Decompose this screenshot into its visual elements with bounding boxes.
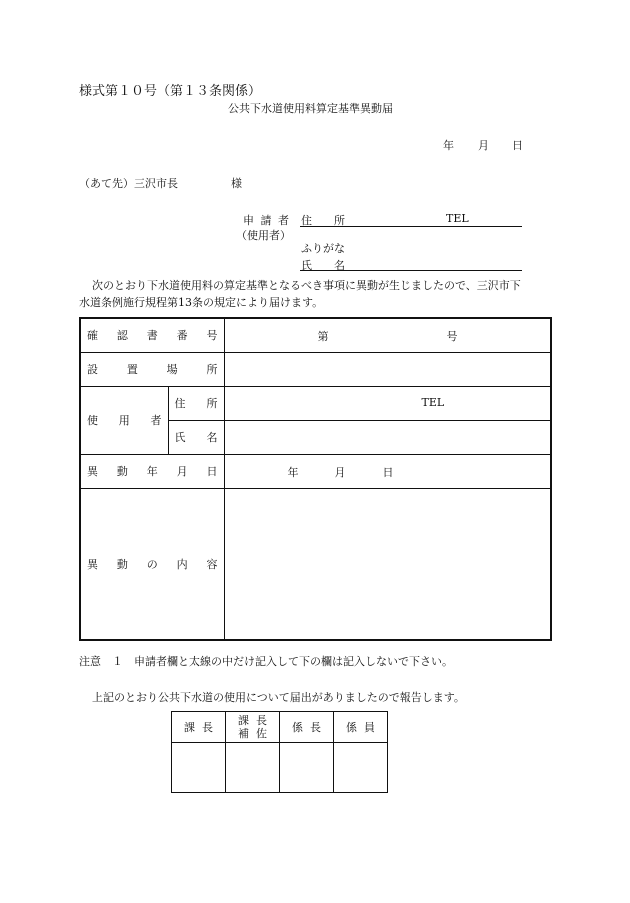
cert-number-dai: 第 (317, 330, 329, 344)
user-tel-label: TEL (421, 396, 445, 409)
cert-number-go: 号 (446, 330, 458, 344)
stamp-kacho-hosa-label: 課 長 補 佐 (226, 712, 280, 743)
stamp-kakaricho-label: 係 長 (280, 712, 334, 743)
note: 注意 １ 申請者欄と太線の中だけ記入して下の欄は記入しないで下さい。 (79, 655, 453, 668)
user-label-cell (80, 386, 168, 454)
applicant-name-label: 氏 名 (301, 259, 345, 272)
user-label: 使 用 者 (87, 414, 162, 427)
user-address-value-cell[interactable] (224, 386, 551, 420)
location-label-cell (80, 352, 224, 386)
notification-table (79, 317, 552, 641)
applicant-address-label: 住 所 (301, 214, 345, 227)
cert-number-label: 確 認 書 番 号 (87, 329, 218, 343)
stamp-kakaricho-box[interactable] (280, 743, 334, 793)
change-content-label-cell (80, 488, 224, 640)
change-content-value-cell[interactable] (224, 488, 551, 640)
stamp-kacho-hosa-box[interactable] (226, 743, 280, 793)
addressee: （あて先）三沢市長 (79, 177, 178, 190)
stamp-kacho-box[interactable] (172, 743, 226, 793)
change-date-year: 年 (287, 466, 299, 479)
change-content-label: 異 動 の 内 容 (87, 557, 218, 571)
date-day: 日 (512, 139, 523, 152)
intro-line-2: 水道条例施行規程第13条の規定により届けます。 (79, 296, 324, 309)
user-name-label: 氏 名 (174, 431, 218, 444)
user-name-label-cell (168, 420, 224, 454)
stamp-kacho-label: 課 長 (172, 712, 226, 743)
applicant-tel-label: TEL (446, 212, 469, 225)
change-date-day: 日 (382, 466, 394, 479)
stamp-kakariin-label: 係 員 (334, 712, 388, 743)
date-month: 月 (478, 139, 489, 152)
approval-stamp-table (171, 711, 388, 793)
cert-number-label-cell (80, 318, 224, 352)
applicant-furigana-label: ふりがな (301, 242, 345, 255)
location-value-cell[interactable] (224, 352, 551, 386)
change-date-label-cell (80, 454, 224, 488)
change-date-value-cell[interactable] (224, 454, 551, 488)
applicant-name-line (300, 270, 522, 271)
user-address-label-cell (168, 386, 224, 420)
applicant-label: 申 請 者 (243, 214, 289, 227)
change-date-month: 月 (334, 466, 346, 479)
applicant-sub-label: （使用者） (236, 229, 291, 242)
user-name-value-cell[interactable] (224, 420, 551, 454)
stamp-kakariin-box[interactable] (334, 743, 388, 793)
change-date-label: 異 動 年 月 日 (87, 465, 218, 478)
applicant-address-line (300, 226, 522, 227)
form-number: 様式第１０号（第１３条関係） (79, 84, 262, 99)
cert-number-value-cell[interactable] (224, 318, 551, 352)
date-year: 年 (443, 139, 454, 152)
form-title: 公共下水道使用料算定基準異動届 (228, 102, 393, 115)
location-label: 設 置 場 所 (87, 363, 218, 376)
report-text: 上記のとおり公共下水道の使用について届出がありましたので報告します。 (92, 691, 465, 704)
addressee-suffix: 様 (231, 177, 242, 190)
user-address-label: 住 所 (174, 397, 218, 410)
intro-line-1: 次のとおり下水道使用料の算定基準となるべき事項に異動が生じましたので、三沢市下 (92, 279, 521, 292)
